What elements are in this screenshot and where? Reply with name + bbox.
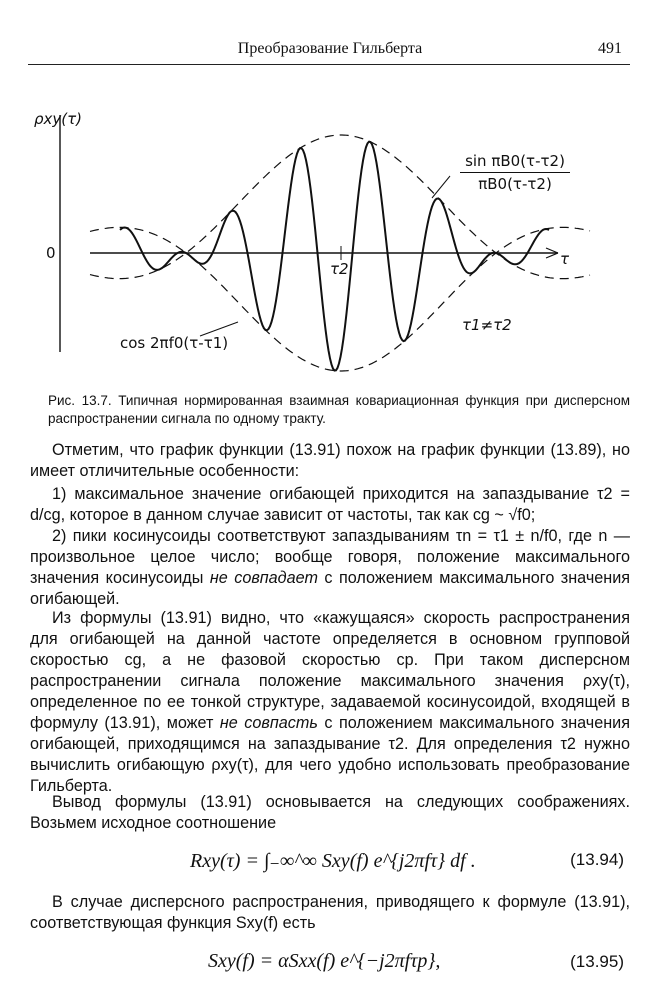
x-axis-arrow (546, 248, 558, 253)
origin-label: 0 (46, 244, 56, 262)
equation-13-95-formula: Sxy(f) = αSxx(f) e^{−j2πfτp}, (208, 950, 441, 972)
running-header (30, 40, 630, 64)
paragraph-4-part-a: Из формулы (13.91) видно, что «кажущаяся» скорость распространения для огибающей на данной частоте определяется в основном групповой скоростью cg, а не фазовой скоростью cp. При таком дисперсном распространении сигнала положение максимального значения ρxy(τ), определенное по ее тонкой структуре, задаваемой косинусоидой, входящей в формулу (13.91), может (30, 609, 630, 732)
paragraph-4 (30, 608, 630, 797)
paragraph-4-part-b: с положением максимального значения огибающей, приходящимся на запаздывание τ2. Для определения τ2 нужно вычислить огибающую ρxy(τ), для чего удобно использовать преобразование Гильберта. (30, 714, 630, 795)
paragraph-3-emphasis: не совпадает (209, 569, 318, 587)
figure-caption: Рис. 13.7. Типичная нормированная взаимная ковариационная функция при дисперсном распространении сигнала по одному тракту. (48, 393, 630, 426)
paragraph-1-text: Отметим, что график функции (13.91) похож на график функции (13.89), но имеет отличительные особенности: (30, 441, 630, 480)
paragraph-2-text: 1) максимальное значение огибающей приходится на запаздывание τ2 = d/cg, которое в данном случае зависит от частоты, так как cg ~ √f0; (30, 485, 630, 524)
envelope-formula (460, 152, 570, 193)
paragraph-5 (30, 792, 630, 834)
equation-13-94-formula: Rxy(τ) = ∫₋∞^∞ Sxy(f) e^{j2πfτ} df . (190, 850, 476, 872)
running-title: Преобразование Гильберта (237, 40, 423, 57)
paragraph-3-part-b: с положением максимального значения огибающей. (30, 569, 630, 608)
page-number: 491 (598, 40, 622, 57)
paragraph-4-emphasis: не совпасть (219, 714, 318, 732)
paragraph-6-text: В случае дисперсного распространения, приводящего к формуле (13.91), соответствующая функция Sxy(f) есть (30, 893, 630, 932)
equation-13-95 (30, 938, 630, 998)
paragraph-5-text: Вывод формулы (13.91) основывается на следующих соображениях. Возьмем исходное соотношение (30, 793, 630, 832)
paragraph-1 (30, 440, 630, 482)
y-axis-label: ρxy(τ) (34, 110, 83, 128)
tau2-label: τ2 (330, 260, 349, 278)
paragraph-4-text (30, 608, 630, 797)
paragraph-2 (30, 484, 630, 526)
condition-label: τ1≠τ2 (462, 316, 512, 334)
equation-13-94 (30, 836, 630, 896)
carrier-label: cos 2πf0(τ-τ1) (120, 334, 229, 352)
paragraph-3 (30, 526, 630, 610)
paragraph-6 (30, 892, 630, 934)
paragraph-3-text (30, 526, 630, 610)
equation-13-95-number: (13.95) (570, 952, 624, 971)
envelope-denominator: πB0(τ-τ2) (478, 175, 552, 193)
x-axis-arrow-lower (546, 253, 558, 258)
equation-13-94-number: (13.94) (570, 850, 624, 869)
envelope-leader (432, 176, 450, 198)
paragraph-3-part-a: 2) пики косинусоиды соответствуют запаздываниям τn = τ1 ± n/f0, где n — произвольное целое число; вообще говоря, положение максимального значения косинусоиды (30, 527, 630, 587)
figure-13-7 (30, 90, 630, 390)
envelope-numerator: sin πB0(τ-τ2) (460, 152, 570, 173)
x-axis-label: τ (560, 250, 570, 268)
header-rule (28, 64, 630, 65)
